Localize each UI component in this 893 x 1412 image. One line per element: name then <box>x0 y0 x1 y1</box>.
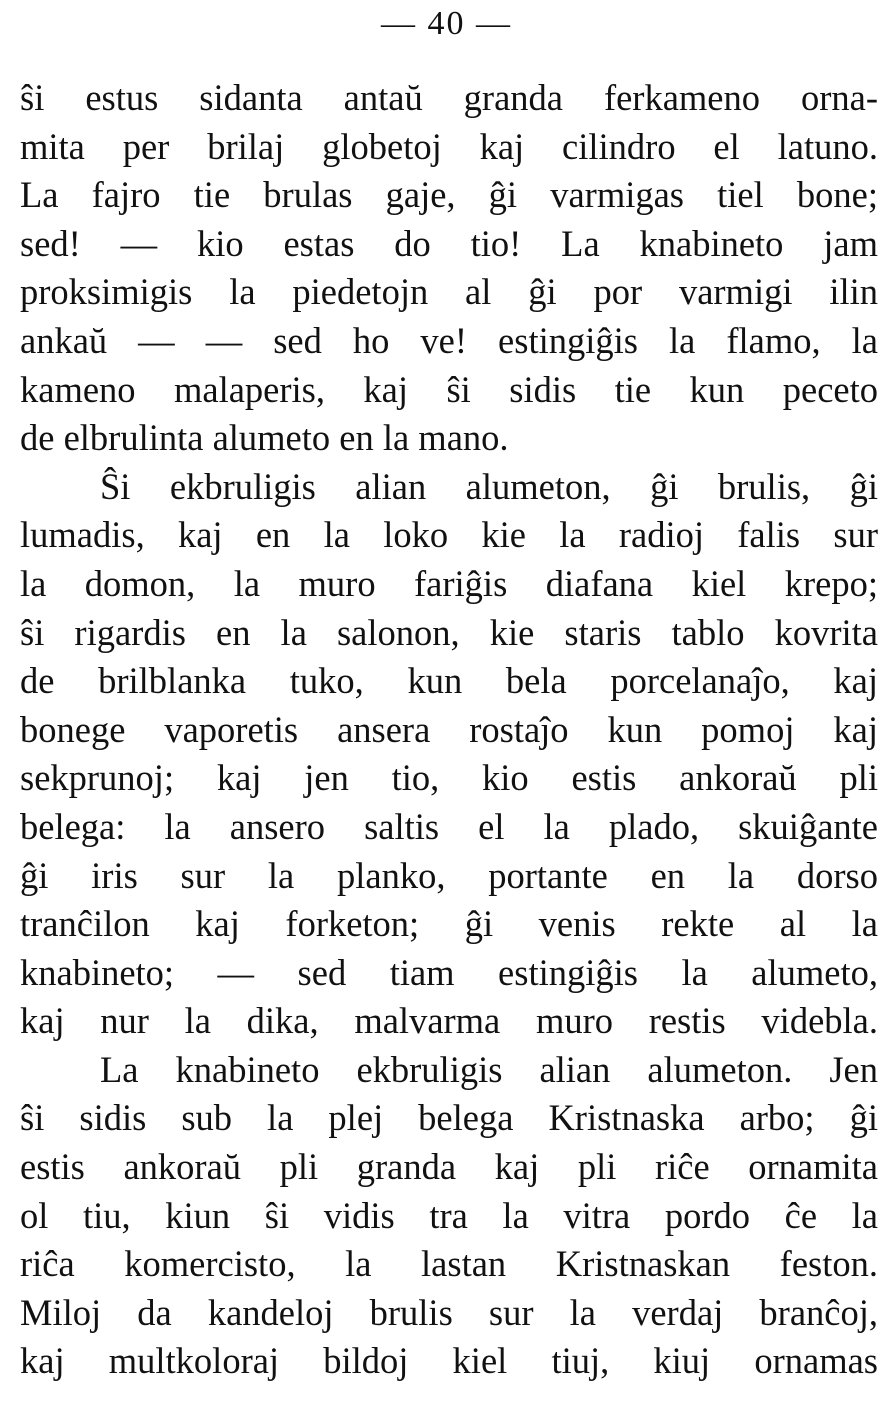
text-line: lumadis, kaj en la loko kie la radioj falis sur <box>20 514 878 556</box>
text-line: belega: la ansero saltis el la plado, skuiĝante <box>20 805 878 847</box>
text-line: la domon, la muro fariĝis diafana kiel krepo; <box>20 562 878 604</box>
text-line: de brilblanka tuko, kun bela porcelanaĵo, kaj <box>20 660 878 702</box>
text-line: Miloj da kandeloj brulis sur la verdaj branĉoj, <box>20 1291 878 1333</box>
text-line: Ŝi ekbruligis alian alumeton, ĝi brulis, ĝi <box>100 465 878 507</box>
text-line: ankaŭ — — sed ho ve! estingiĝis la flamo, la <box>20 319 878 361</box>
text-line: riĉa komercisto, la lastan Kristnaskan feston. <box>20 1243 878 1285</box>
text-line: sekprunoj; kaj jen tio, kio estis ankoraŭ pli <box>20 757 878 799</box>
text-line: de elbrulinta alumeto en la mano. <box>20 417 509 459</box>
text-line: La fajro tie brulas gaje, ĝi varmigas tiel bone; <box>20 174 878 216</box>
paragraph <box>20 74 878 463</box>
text-line: kaj nur la dika, malvarma muro restis videbla. <box>20 1000 878 1042</box>
text-line: mita per brilaj globetoj kaj cilindro el latuno. <box>20 125 878 167</box>
text-line: bonege vaporetis ansera rostaĵo kun pomoj kaj <box>20 708 878 750</box>
paragraph <box>20 1046 878 1386</box>
text-line: ŝi sidis sub la plej belega Kristnaska arbo; ĝi <box>20 1097 878 1139</box>
text-line: La knabineto ekbruligis alian alumeton. Jen <box>100 1048 878 1090</box>
text-line: knabineto; — sed tiam estingiĝis la alumeto, <box>20 951 878 993</box>
text-line: ŝi rigardis en la salonon, kie staris tablo kovrita <box>20 611 878 653</box>
text-line: tranĉilon kaj forketon; ĝi venis rekte al la <box>20 903 878 945</box>
text-line: ŝi estus sidanta antaŭ granda ferkameno orna- <box>20 77 878 118</box>
text-line: ĝi iris sur la planko, portante en la dorso <box>20 854 878 896</box>
text-line: kaj multkoloraj bildoj kiel tiuj, kiuj ornamas <box>20 1340 878 1382</box>
text-line: proksimigis la piedetojn al ĝi por varmigi ilin <box>20 271 878 313</box>
page-number: — 40 — <box>381 5 512 42</box>
text-line: estis ankoraŭ pli granda kaj pli riĉe ornamita <box>20 1146 878 1188</box>
text-line: kameno malaperis, kaj ŝi sidis tie kun peceto <box>20 368 878 410</box>
page-text <box>20 74 878 1386</box>
paragraph <box>20 463 878 1046</box>
text-line: sed! — kio estas do tio! La knabineto jam <box>20 222 878 264</box>
text-line: ol tiu, kiun ŝi vidis tra la vitra pordo ĉe la <box>20 1194 878 1236</box>
